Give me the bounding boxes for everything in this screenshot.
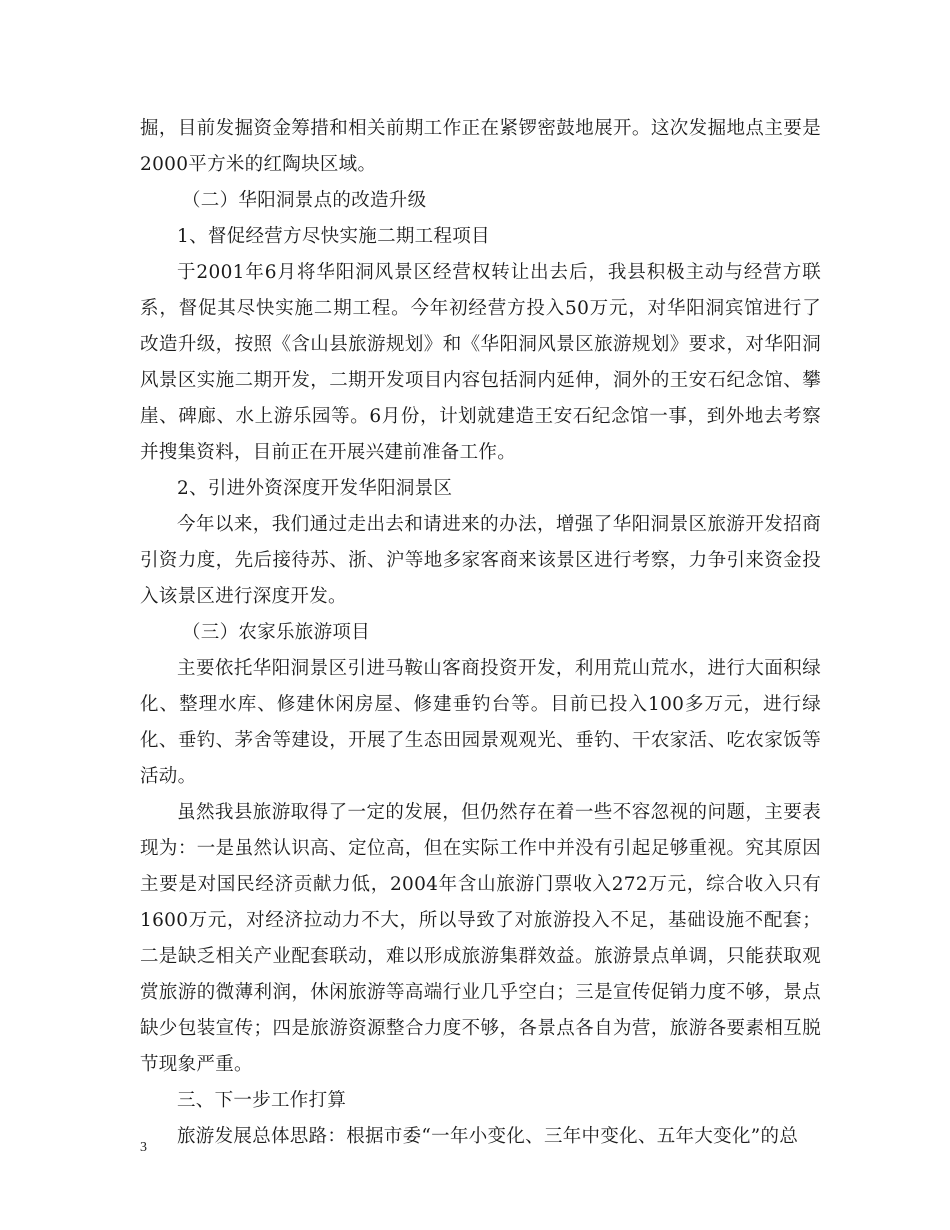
- subheading-foreign-investment: 2、引进外资深度开发华阳洞景区: [177, 478, 453, 499]
- paragraph-problems: 虽然我县旅游取得了一定的发展，但仍然存在着一些不容忽视的问题，主要表现为：一是虽然认识高、定位高，但在实际工作中并没有引起足够重视。究其原因主要是对国民经济贡献力低，2004年含山旅游门票收入272万元，综合收入只有1600万元，对经济拉动力不大，所以导致了对旅游投入不足，基础设施不配套；二是缺乏相关产业配套联动，难以形成旅游集群效益。旅游景点单调，只能获取观赏旅游的微薄利润，休闲旅游等高端行业几乎空白；三是宣传促销力度不够，景点缺少包装宣传；四是旅游资源整合力度不够，各景点各自为营，旅游各要素相互脱节现象严重。: [140, 802, 821, 1075]
- subheading-phase-two-project: 1、督促经营方尽快实施二期工程项目: [177, 226, 490, 247]
- page-number: 3: [140, 1140, 147, 1155]
- paragraph-excavation-continuation: 掘，目前发掘资金筹措和相关前期工作正在紧锣密鼓地展开。这次发掘地点主要是2000平方米的红陶块区域。: [140, 118, 821, 175]
- section-heading-farmhouse-tourism: （三）农家乐旅游项目: [182, 622, 371, 643]
- section-heading-huayang-cave-upgrade: （二）华阳洞景点的改造升级: [182, 190, 427, 211]
- paragraph-investment-details: 今年以来，我们通过走出去和请进来的办法，增强了华阳洞景区旅游开发招商引资力度，先后接待苏、浙、沪等地多家客商来该景区进行考察，力争引来资金投入该景区进行深度开发。: [140, 514, 821, 607]
- document-body: [140, 111, 821, 1155]
- paragraph-phase-two-details: 于2001年6月将华阳洞风景区经营权转让出去后，我县积极主动与经营方联系，督促其尽快实施二期工程。今年初经营方投入50万元，对华阳洞宾馆进行了改造升级，按照《含山县旅游规划》和《华阳洞风景区旅游规划》要求，对华阳洞风景区实施二期开发，二期开发项目内容包括洞内延伸，洞外的王安石纪念馆、攀崖、碑廊、水上游乐园等。6月份，计划就建造王安石纪念馆一事，到外地去考察并搜集资料，目前正在开展兴建前准备工作。: [140, 262, 821, 463]
- paragraph-farmhouse-details: 主要依托华阳洞景区引进马鞍山客商投资开发，利用荒山荒水，进行大面积绿化、整理水库、修建休闲房屋、修建垂钓台等。目前已投入100多万元，进行绿化、垂钓、茅舍等建设，开展了生态田园景观观光、垂钓、干农家活、吃农家饭等活动。: [140, 658, 821, 787]
- section-heading-next-steps: 三、下一步工作打算: [177, 1090, 347, 1111]
- paragraph-development-approach: 旅游发展总体思路：根据市委“一年小变化、三年中变化、五年大变化”的总: [177, 1126, 799, 1147]
